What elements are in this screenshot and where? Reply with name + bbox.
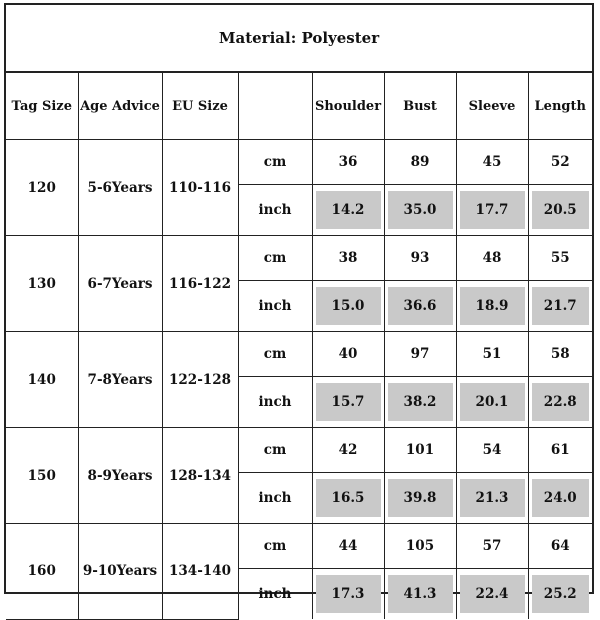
sleeve-cm-cell: 57 [456,524,528,569]
header-bust: Bust [384,73,456,140]
header-sleeve: Sleeve [456,73,528,140]
table-row [6,524,592,569]
sleeve-cm-cell: 45 [456,140,528,185]
bust-inch-cell [384,473,456,524]
header-tag-size: Tag Size [6,73,78,140]
unit-label: cm [238,524,312,569]
bust-inch-value: 35.0 [388,191,453,229]
shoulder-inch-value: 15.0 [316,287,381,325]
sleeve-inch-value: 20.1 [460,383,525,421]
age-advice-cell: 8-9Years [78,428,162,524]
chart-title: Material: Polyester [6,5,592,73]
length-inch-cell [528,377,592,428]
length-inch-cell [528,569,592,620]
size-chart [4,3,594,602]
bust-inch-value: 41.3 [388,575,453,613]
table-row [6,428,592,473]
length-cm-cell: 52 [528,140,592,185]
eu-size-cell: 134-140 [162,524,238,620]
age-advice-cell: 5-6Years [78,140,162,236]
unit-label: inch [238,473,312,524]
sleeve-cm-cell: 51 [456,332,528,377]
table-row [6,140,592,185]
header-row [6,73,592,140]
table-body [6,140,592,620]
length-inch-value: 21.7 [532,287,590,325]
header-shoulder: Shoulder [312,73,384,140]
eu-size-cell: 110-116 [162,140,238,236]
bust-inch-value: 38.2 [388,383,453,421]
sleeve-inch-value: 18.9 [460,287,525,325]
shoulder-inch-value: 17.3 [316,575,381,613]
sleeve-inch-cell [456,473,528,524]
bust-cm-cell: 105 [384,524,456,569]
unit-label: inch [238,377,312,428]
unit-label: inch [238,281,312,332]
header-age-advice: Age Advice [78,73,162,140]
unit-label: inch [238,185,312,236]
shoulder-inch-value: 16.5 [316,479,381,517]
sleeve-inch-cell [456,281,528,332]
bust-inch-cell [384,569,456,620]
eu-size-cell: 128-134 [162,428,238,524]
table-row [6,236,592,281]
unit-label: cm [238,236,312,281]
bust-cm-cell: 93 [384,236,456,281]
eu-size-cell: 116-122 [162,236,238,332]
shoulder-cm-cell: 42 [312,428,384,473]
shoulder-inch-cell [312,377,384,428]
table-row [6,332,592,377]
shoulder-cm-cell: 36 [312,140,384,185]
sleeve-inch-value: 17.7 [460,191,525,229]
shoulder-inch-cell [312,569,384,620]
length-inch-cell [528,185,592,236]
length-cm-cell: 61 [528,428,592,473]
eu-size-cell: 122-128 [162,332,238,428]
shoulder-cm-cell: 40 [312,332,384,377]
length-inch-cell [528,281,592,332]
length-cm-cell: 64 [528,524,592,569]
sleeve-inch-cell [456,185,528,236]
length-inch-value: 22.8 [532,383,590,421]
length-cm-cell: 58 [528,332,592,377]
bust-cm-cell: 89 [384,140,456,185]
size-table [6,73,592,620]
tag-size-cell: 160 [6,524,78,620]
bust-cm-cell: 97 [384,332,456,377]
length-inch-value: 24.0 [532,479,590,517]
unit-label: cm [238,428,312,473]
bust-inch-cell [384,281,456,332]
shoulder-inch-cell [312,185,384,236]
sleeve-inch-cell [456,377,528,428]
length-cm-cell: 55 [528,236,592,281]
bust-cm-cell: 101 [384,428,456,473]
sleeve-inch-value: 21.3 [460,479,525,517]
age-advice-cell: 6-7Years [78,236,162,332]
age-advice-cell: 9-10Years [78,524,162,620]
bust-inch-value: 39.8 [388,479,453,517]
shoulder-cm-cell: 44 [312,524,384,569]
bust-inch-cell [384,377,456,428]
length-inch-value: 20.5 [532,191,590,229]
shoulder-inch-value: 14.2 [316,191,381,229]
shoulder-inch-cell [312,281,384,332]
length-inch-value: 25.2 [532,575,590,613]
unit-label: cm [238,140,312,185]
shoulder-inch-cell [312,473,384,524]
shoulder-cm-cell: 38 [312,236,384,281]
length-inch-cell [528,473,592,524]
sleeve-cm-cell: 54 [456,428,528,473]
shoulder-inch-value: 15.7 [316,383,381,421]
tag-size-cell: 150 [6,428,78,524]
header-unit [238,73,312,140]
tag-size-cell: 120 [6,140,78,236]
sleeve-cm-cell: 48 [456,236,528,281]
header-eu-size: EU Size [162,73,238,140]
bust-inch-value: 36.6 [388,287,453,325]
header-length: Length [528,73,592,140]
age-advice-cell: 7-8Years [78,332,162,428]
tag-size-cell: 130 [6,236,78,332]
bust-inch-cell [384,185,456,236]
unit-label: inch [238,569,312,620]
sleeve-inch-cell [456,569,528,620]
tag-size-cell: 140 [6,332,78,428]
unit-label: cm [238,332,312,377]
sleeve-inch-value: 22.4 [460,575,525,613]
